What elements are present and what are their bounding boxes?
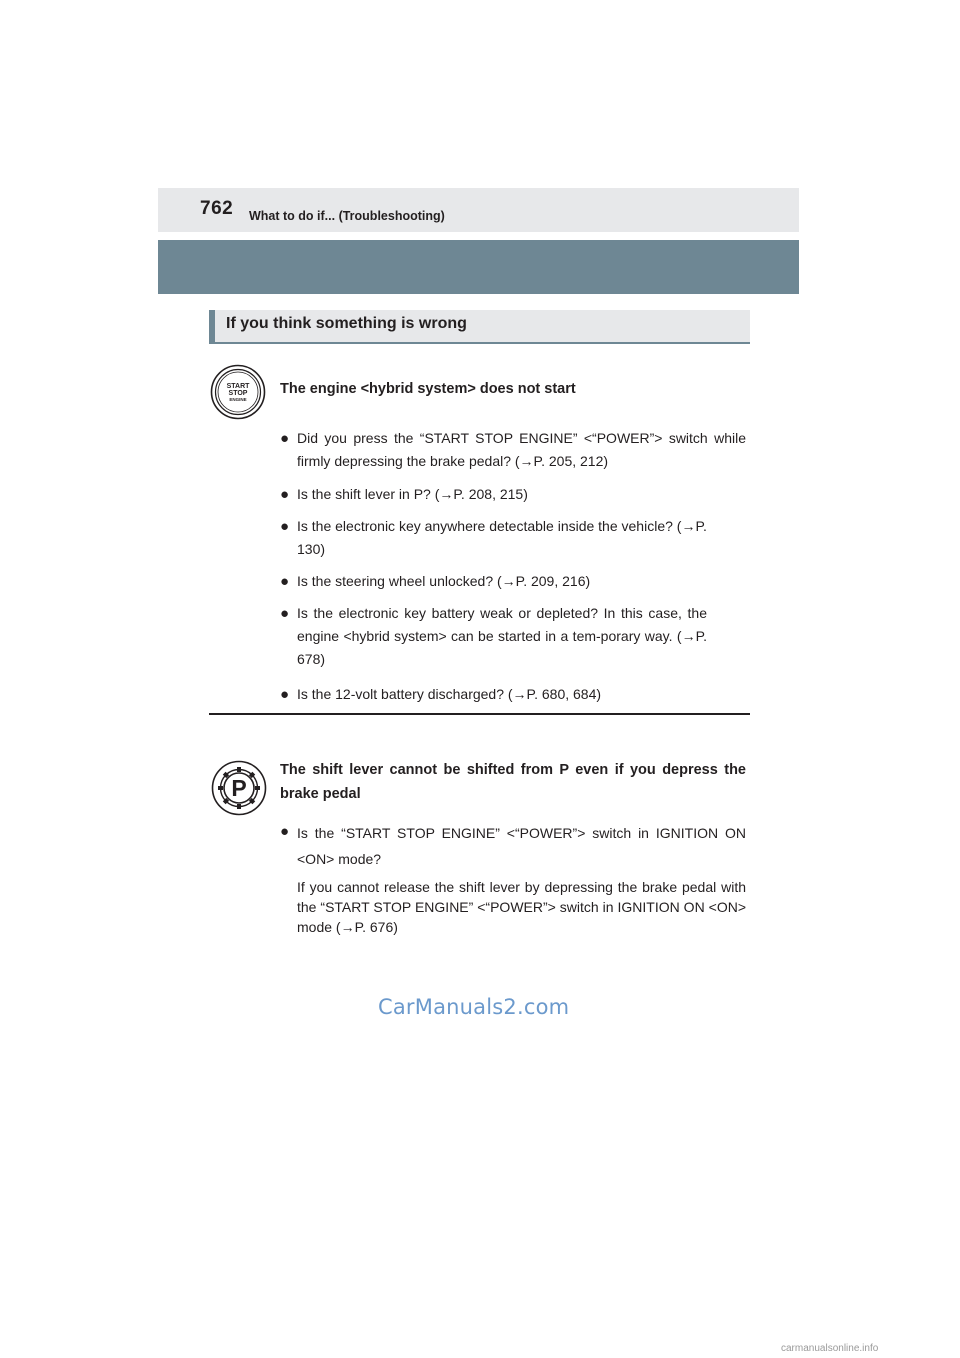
section-bar bbox=[158, 240, 799, 294]
start-stop-engine-button-icon bbox=[210, 364, 266, 420]
icon-label-start: START bbox=[226, 383, 250, 390]
subsection-title: If you think something is wrong bbox=[226, 315, 467, 332]
list-item bbox=[280, 683, 746, 706]
watermark: CarManuals2.com bbox=[378, 995, 570, 1019]
header-title: What to do if... (Troubleshooting) bbox=[249, 209, 445, 223]
park-gear-icon bbox=[211, 760, 267, 816]
bullet-glyph: ● bbox=[280, 486, 290, 503]
note-text: If you cannot release the shift lever by depressing the brake pedal with the “START STOP ENGINE” <“POWER”> switch in IGNITION ON <ON> mode (→P. 676) bbox=[297, 879, 746, 935]
bullet-text: Is the shift lever in P? (→P. 208, 215) bbox=[297, 486, 528, 502]
bullet-glyph: ● bbox=[280, 430, 290, 447]
item-title-engine-no-start: The engine <hybrid system> does not start bbox=[280, 381, 576, 397]
list-item bbox=[280, 820, 746, 872]
icon-label-p: P bbox=[231, 775, 247, 801]
section-divider bbox=[209, 713, 750, 715]
bullet-text: Is the electronic key battery weak or depleted? In this case, the engine <hybrid system> can be started in a tem-porary way. (→P. 678) bbox=[297, 605, 707, 667]
bullet-text: Is the electronic key anywhere detectable inside the vehicle? (→P. 130) bbox=[297, 518, 707, 557]
bullet-glyph: ● bbox=[280, 518, 290, 535]
subsection-accent bbox=[209, 310, 215, 342]
list-item bbox=[280, 427, 746, 473]
bullet-text: Is the steering wheel unlocked? (→P. 209, 216) bbox=[297, 573, 591, 589]
list-item bbox=[280, 570, 746, 593]
list-item bbox=[280, 515, 726, 561]
subsection-header bbox=[209, 310, 750, 344]
icon-label-stop: STOP bbox=[228, 390, 248, 397]
icon-label-engine: ENGINE bbox=[229, 397, 247, 402]
bullet-glyph: ● bbox=[280, 823, 290, 840]
bullet-glyph: ● bbox=[280, 605, 290, 622]
page-header bbox=[158, 188, 799, 232]
bullet-glyph: ● bbox=[280, 573, 290, 590]
bullet-text: Is the 12-volt battery discharged? (→P. 680, 684) bbox=[297, 686, 602, 702]
list-item bbox=[280, 602, 746, 671]
footer-watermark: carmanualsonline.info bbox=[781, 1343, 879, 1354]
list-item bbox=[280, 483, 746, 506]
bullet-glyph: ● bbox=[280, 686, 290, 703]
page-number: 762 bbox=[200, 198, 234, 219]
item-title-shift-lever: The shift lever cannot be shifted from P even if you depress the brake pedal bbox=[280, 762, 746, 802]
bullet-text: Is the “START STOP ENGINE” <“POWER”> switch in IGNITION ON <ON> mode? bbox=[297, 825, 746, 867]
bullet-text: Did you press the “START STOP ENGINE” <“POWER”> switch while firmly depressing the brake pedal? (→P. 205, 212) bbox=[297, 430, 746, 469]
